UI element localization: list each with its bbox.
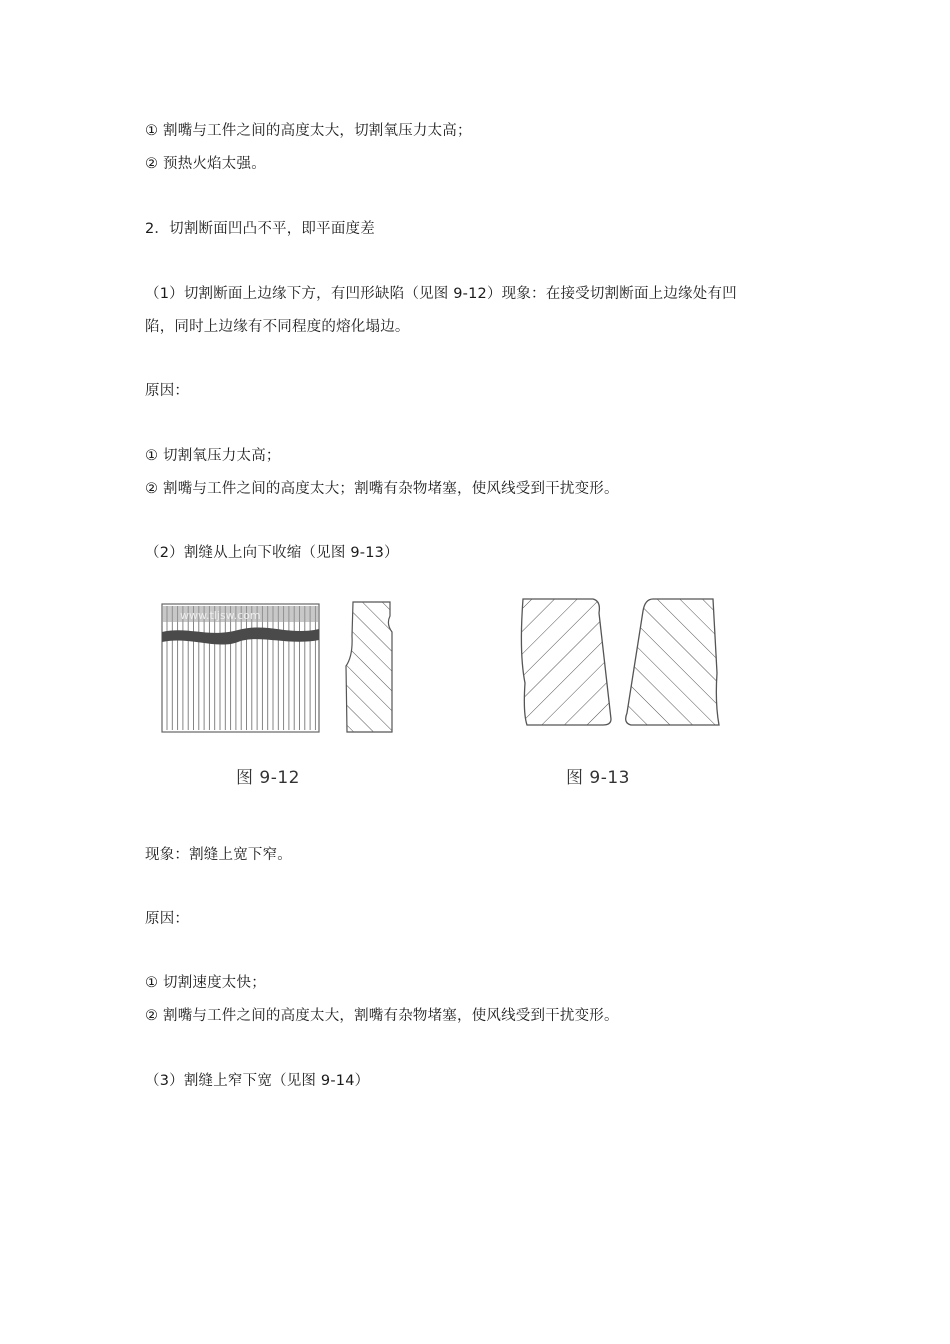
watermark: www.tljsw.com xyxy=(180,609,261,622)
figure-caption: 图 9-12 xyxy=(236,768,300,788)
text-line: 原因： xyxy=(145,383,190,399)
text-line: ① 割嘴与工件之间的高度太大，切割氧压力太高； xyxy=(145,123,472,139)
section-heading: 2．切割断面凹凸不平，即平面度差 xyxy=(145,221,375,237)
subsection-heading: （2）割缝从上向下收缩（见图 9-13） xyxy=(145,545,399,561)
figure-9-12 xyxy=(158,596,403,742)
cut-surface-drawing xyxy=(162,604,319,732)
text-line: （1）切割断面上边缘下方，有凹形缺陷（见图 9-12）现象：在接受切割断面上边缘处有凹 xyxy=(145,286,737,302)
text-line: ② 割嘴与工件之间的高度太大，割嘴有杂物堵塞，使风线受到干扰变形。 xyxy=(145,1008,619,1024)
text-line: 陷，同时上边缘有不同程度的熔化塌边。 xyxy=(145,319,410,335)
figure-caption: 图 9-13 xyxy=(566,768,630,788)
right-kerf-shape xyxy=(626,599,719,725)
text-line: ① 切割氧压力太高； xyxy=(145,448,281,464)
subsection-heading: （3）割缝上窄下宽（见图 9-14） xyxy=(145,1073,370,1089)
text-line: ② 预热火焰太强。 xyxy=(145,156,266,172)
figure-9-13 xyxy=(515,593,725,729)
left-kerf-shape xyxy=(521,599,611,725)
text-line: 原因： xyxy=(145,911,190,927)
text-line: ① 切割速度太快； xyxy=(145,975,266,991)
text-line: 现象：割缝上宽下窄。 xyxy=(145,847,292,863)
profile-shape xyxy=(346,602,392,732)
text-line: ② 割嘴与工件之间的高度太大；割嘴有杂物堵塞，使风线受到干扰变形。 xyxy=(145,481,619,497)
